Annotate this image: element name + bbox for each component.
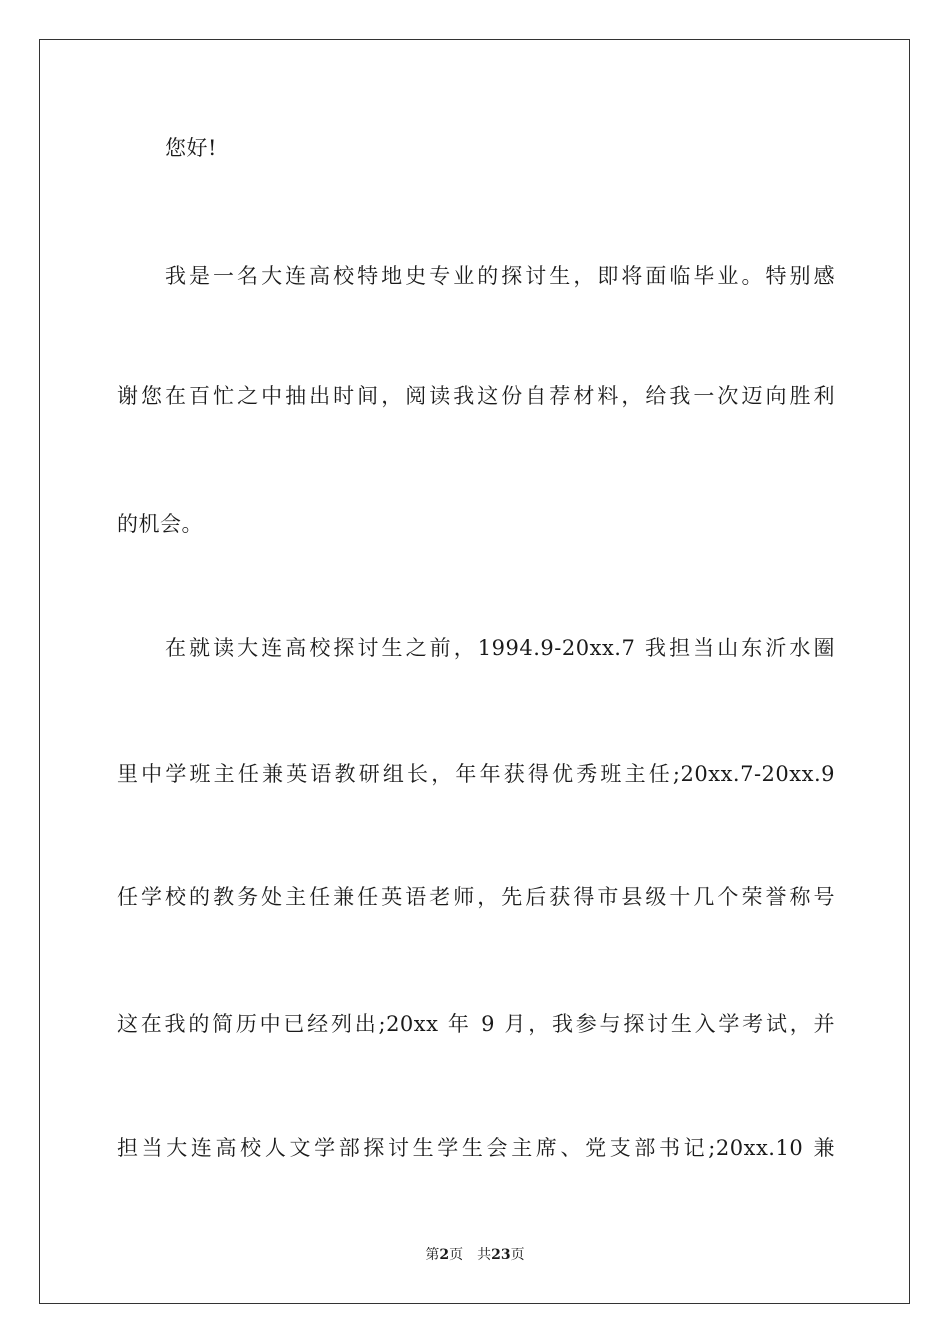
body-line-4: 在就读大连高校探讨生之前，1994.9-20xx.7 我担当山东沂水圈 [165, 636, 835, 660]
body-line-6: 任学校的教务处主任兼任英语老师，先后获得市县级十几个荣誉称号 [117, 885, 835, 909]
body-line-7: 这在我的简历中已经列出;20xx 年 9 月，我参与探讨生入学考试，并 [117, 1012, 835, 1036]
total-prefix: 共 [477, 1247, 492, 1263]
page-number: 2 [439, 1247, 450, 1263]
greeting-line: 您好! [165, 136, 217, 160]
total-pages: 23 [491, 1247, 511, 1263]
body-line-8: 担当大连高校人文学部探讨生学生会主席、党支部书记;20xx.10 兼 [117, 1136, 835, 1160]
body-line-3: 的机会。 [117, 512, 203, 536]
body-line-1: 我是一名大连高校特地史专业的探讨生，即将面临毕业。特别感 [165, 264, 835, 288]
page-suffix: 页 [449, 1247, 464, 1263]
page-border [39, 39, 910, 1304]
page-prefix: 第 [425, 1247, 440, 1263]
total-suffix: 页 [510, 1247, 525, 1263]
page-footer [0, 1245, 950, 1265]
body-line-2: 谢您在百忙之中抽出时间，阅读我这份自荐材料，给我一次迈向胜利 [117, 384, 835, 408]
body-line-5: 里中学班主任兼英语教研组长，年年获得优秀班主任;20xx.7-20xx.9 [117, 762, 835, 786]
